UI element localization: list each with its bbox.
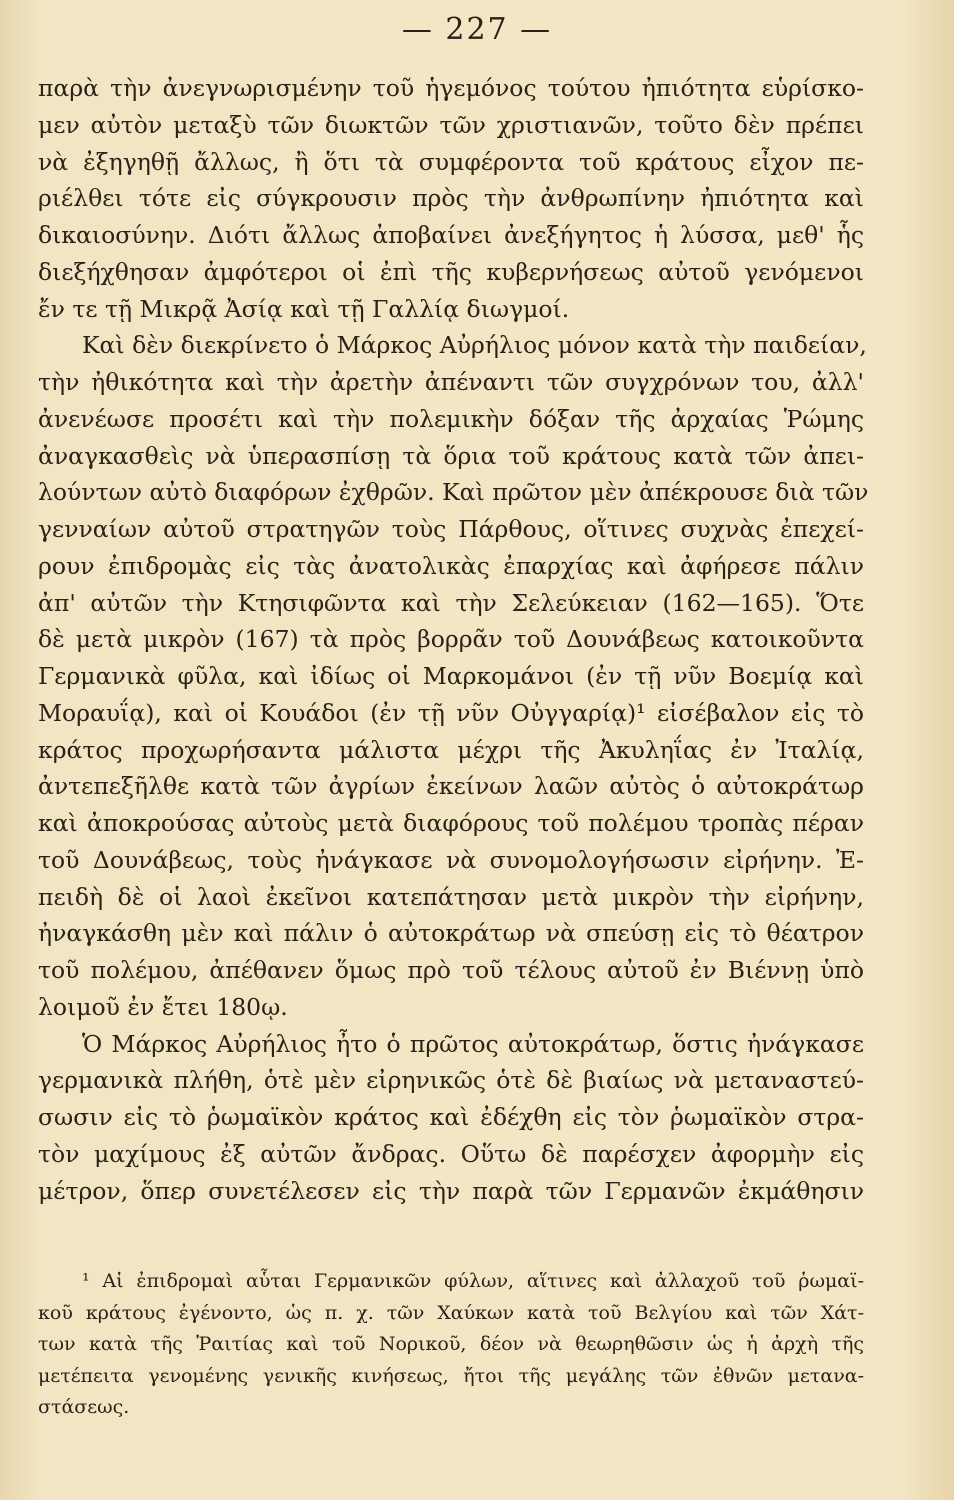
text-line: δὲ μετὰ μικρὸν (167) τὰ πρὸς βορρᾶν τοῦ Δουνάβεως κατοικοῦντα — [38, 625, 864, 654]
page-number: — 227 — — [401, 12, 553, 47]
text-line: τὸν μαχίμους ἐξ αὐτῶν ἄνδρας. Οὕτω δὲ παρέσχεν ἀφορμὴν εἰς — [38, 1139, 864, 1168]
text-line: γενναίων αὐτοῦ στρατηγῶν τοὺς Πάρθους, οἵτινες συχνὰς ἐπεχεί- — [38, 515, 864, 543]
footnote-line: ¹ Αἱ ἐπιδρομαὶ αὗται Γερμανικῶν φύλων, αἵτινες καὶ ἀλλαχοῦ τοῦ ῥωμαϊ- — [82, 1270, 864, 1292]
text-line: λοιμοῦ ἐν ἔτει 180ῳ. — [38, 992, 288, 1021]
text-line: ἠναγκάσθη μὲν καὶ πάλιν ὁ αὐτοκράτωρ νὰ σπεύσῃ εἰς τὸ θέατρον — [38, 919, 864, 948]
text-line: Καὶ δὲν διεκρίνετο ὁ Μάρκος Αὐρήλιος μόνον κατὰ τὴν παιδείαν, — [82, 331, 867, 360]
text-line: Γερμανικὰ φῦλα, καὶ ἰδίως οἱ Μαρκομάνοι (ἐν τῇ νῦν Βοεμίᾳ καὶ — [38, 662, 864, 690]
text-line: διεξήχθησαν ἀμφότεροι οἱ ἐπὶ τῆς κυβερνήσεως αὐτοῦ γενόμενοι — [38, 257, 864, 286]
footnote-line: κοῦ κράτους ἐγένοντο, ὡς π. χ. τῶν Χαύκων κατὰ τοῦ Βελγίου καὶ τῶν Χάτ- — [38, 1301, 864, 1324]
text-line: τοῦ Δουνάβεως, τοὺς ἠνάγκασε νὰ συνομολογήσωσιν εἰρήνην. Ἐ- — [38, 845, 864, 874]
text-line: τὴν ἠθικότητα καὶ τὴν ἀρετὴν ἀπέναντι τῶν συγχρόνων του, ἀλλ' — [38, 368, 864, 396]
text-line: λούντων αὐτὸ διαφόρων ἐχθρῶν. Καὶ πρῶτον μὲν ἀπέκρουσε διὰ τῶν — [38, 478, 869, 507]
main-text — [38, 70, 869, 1209]
text-line: γερμανικὰ πλήθη, ὁτὲ μὲν εἰρηνικῶς ὁτὲ δὲ βιαίως νὰ μεταναστεύ- — [38, 1066, 864, 1095]
text-line: ρουν ἐπιδρομὰς εἰς τὰς ἀνατολικὰς ἐπαρχίας καὶ ἀφήρεσε πάλιν — [38, 551, 864, 580]
footnote-line: στάσεως. — [38, 1396, 130, 1418]
text-line: παρὰ τὴν ἀνεγνωρισμένην τοῦ ἡγεμόνος τούτου ἠπιότητα εὑρίσκο- — [38, 74, 864, 102]
footnote-line: μετέπειτα γενομένης γενικῆς κινήσεως, ἤτοι τῆς μεγάλης τῶν ἐθνῶν μετανα- — [38, 1364, 864, 1387]
text-line: σωσιν εἰς τὸ ῥωμαϊκὸν κράτος καὶ ἐδέχθη εἰς τὸν ῥωμαϊκὸν στρα- — [38, 1103, 864, 1131]
text-line: μέτρον, ὅπερ συνετέλεσεν εἰς τὴν παρὰ τῶν Γερμανῶν ἐκμάθησιν — [38, 1176, 864, 1205]
text-line: ἀνενέωσε προσέτι καὶ τὴν πολεμικὴν δόξαν τῆς ἀρχαίας Ῥώμης — [38, 404, 864, 433]
footnote-line: των κατὰ τῆς Ῥαιτίας καὶ τοῦ Νορικοῦ, δέον νὰ θεωρηθῶσιν ὡς ἡ ἀρχὴ τῆς — [38, 1333, 864, 1355]
text-line: ἀπ' αὐτῶν τὴν Κτησιφῶντα καὶ τὴν Σελεύκειαν (162—165). Ὅτε — [38, 588, 864, 617]
text-line: δικαιοσύνην. Διότι ἄλλως ἀποβαίνει ἀνεξήγητος ἡ λύσσα, μεθ' ἧς — [38, 221, 864, 249]
text-line: νὰ ἐξηγηθῇ ἄλλως, ἢ ὅτι τὰ συμφέροντα τοῦ κράτους εἶχον πε- — [38, 147, 864, 176]
text-line: τοῦ πολέμου, ἀπέθανεν ὅμως πρὸ τοῦ τέλους αὐτοῦ ἐν Βιέννῃ ὑπὸ — [38, 956, 864, 984]
text-line: ἀναγκασθεὶς νὰ ὑπερασπίσῃ τὰ ὅρια τοῦ κράτους κατὰ τῶν ἀπει- — [38, 441, 864, 470]
text-line: Μοραυΐᾳ), καὶ οἱ Κουάδοι (ἐν τῇ νῦν Οὐγγαρίᾳ)¹ εἰσέβαλον εἰς τὸ — [38, 698, 864, 727]
text-line: καὶ ἀποκρούσας αὐτοὺς μετὰ διαφόρους τοῦ πολέμου τροπὰς πέραν — [38, 809, 864, 837]
text-line: πειδὴ δὲ οἱ λαοὶ ἐκεῖνοι κατεπάτησαν μετὰ μικρὸν τὴν εἰρήνην, — [38, 882, 864, 911]
text-line: Ὁ Μάρκος Αὐρήλιος ἦτο ὁ πρῶτος αὐτοκράτωρ, ὅστις ἠνάγκασε — [82, 1029, 864, 1058]
footnotes — [38, 1266, 864, 1424]
text-line: κράτος προχωρήσαντα μάλιστα μέχρι τῆς Ἀκυληΐας ἐν Ἰταλίᾳ, — [38, 735, 864, 764]
text-line: ἀντεπεξῆλθε κατὰ τῶν ἀγρίων ἐκείνων λαῶν αὐτὸς ὁ αὐτοκράτωρ — [38, 772, 864, 801]
text-line: μεν αὐτὸν μεταξὺ τῶν διωκτῶν τῶν χριστιανῶν, τοῦτο δὲν πρέπει — [38, 110, 864, 139]
text-line: ἔν τε τῇ Μικρᾷ Ἀσίᾳ καὶ τῇ Γαλλίᾳ διωγμοί. — [38, 294, 570, 323]
text-line: ριέλθει τότε εἰς σύγκρουσιν πρὸς τὴν ἀνθρωπίνην ἠπιότητα καὶ — [38, 184, 864, 213]
